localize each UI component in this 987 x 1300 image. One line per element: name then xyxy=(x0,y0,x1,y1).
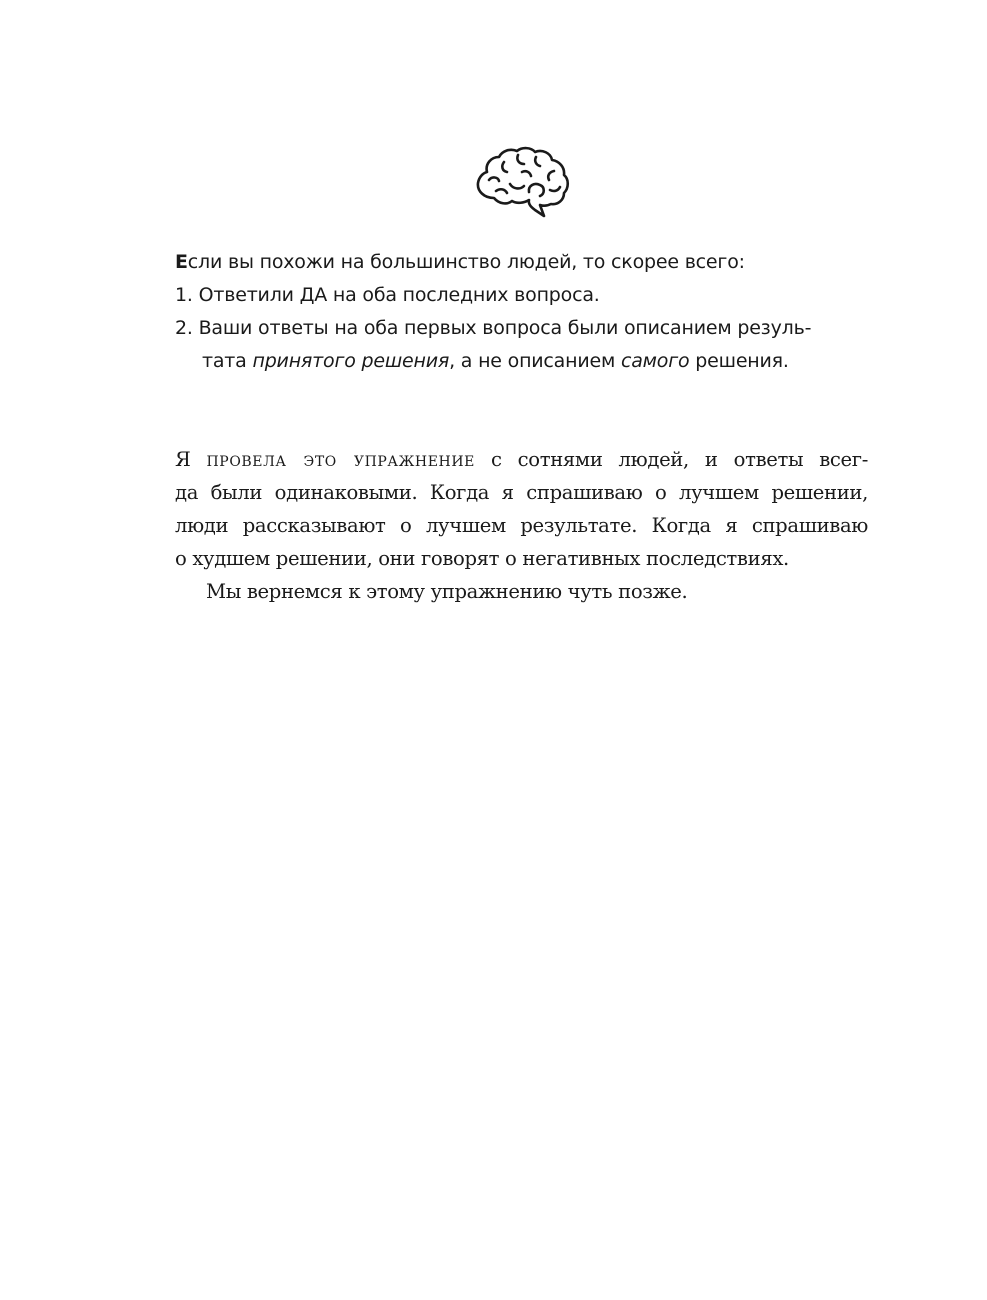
list-number: 1. xyxy=(175,284,193,306)
intro-text: сли вы похожи на большинство людей, то скорее всего: xyxy=(187,251,745,273)
drop-cap: Е xyxy=(175,251,188,273)
emphasis-text: принятого решения xyxy=(252,350,450,372)
body-line: о худшем решении, они говорят о негативных последствиях. xyxy=(175,547,789,570)
list-item-2: 2. Ваши ответы на оба первых вопроса были описанием резуль- тата принятого решения, а не описанием самого решения. xyxy=(175,317,812,372)
list-item-1 xyxy=(175,279,875,312)
intro-line xyxy=(175,246,875,279)
brain-icon xyxy=(474,146,572,220)
list-text: Ответили ДА на оба последних вопроса. xyxy=(198,284,600,306)
smallcaps-lead: провела это упражнение xyxy=(206,448,475,471)
body-line: люди рассказывают о лучшем результате. Когда я спрашиваю xyxy=(175,514,868,537)
emphasis-text: самого xyxy=(620,350,690,372)
intro-block xyxy=(175,246,875,378)
body-text xyxy=(175,443,868,608)
body-paragraph: Мы вернемся к этому упражнению чуть позже. xyxy=(206,580,688,603)
list-text: Ваши ответы на оба первых вопроса были описанием резуль- xyxy=(198,317,812,339)
list-number: 2. xyxy=(175,317,193,339)
body-line: да были одинаковыми. Когда я спрашиваю о лучшем решении, xyxy=(175,481,868,504)
body-line: Я провела это упражнение с сотнями людей, и ответы всег- xyxy=(175,448,868,471)
